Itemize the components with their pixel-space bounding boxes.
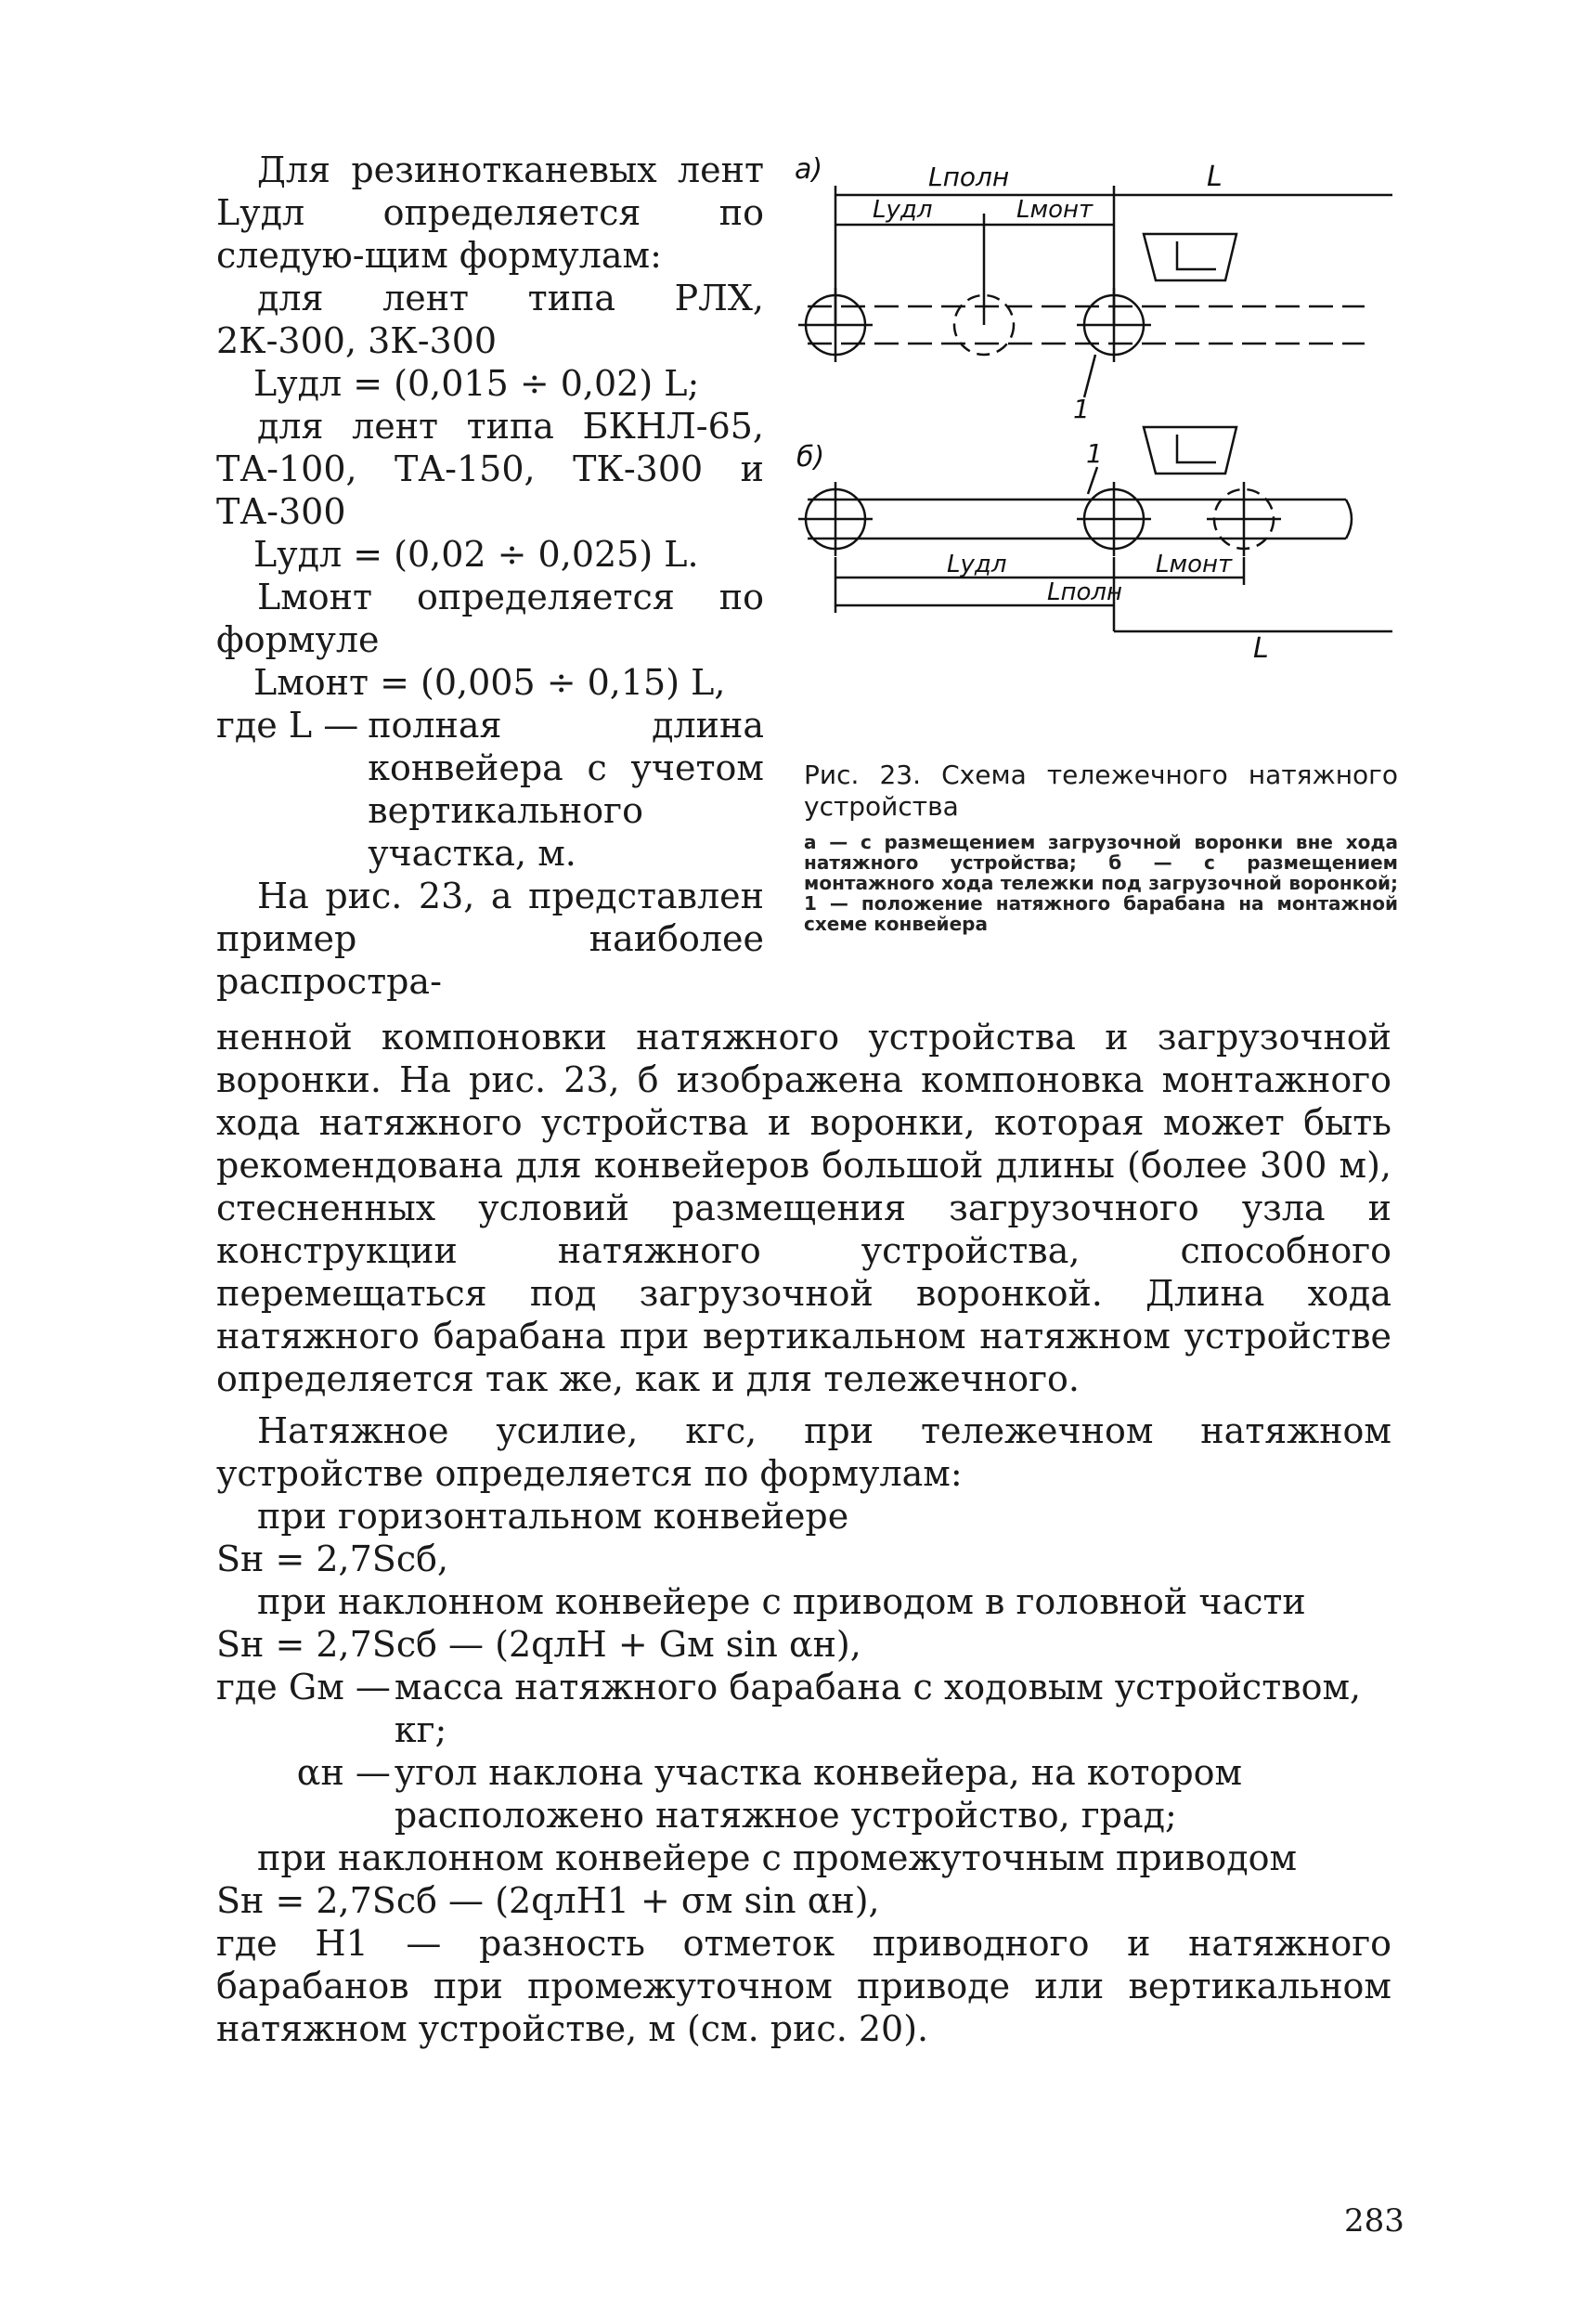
page-number: 283 [1344, 2202, 1404, 2240]
label-l-udl-b: Lудл [947, 551, 1007, 578]
equation-1: Sн = 2,7Sсб, [216, 1539, 449, 1579]
where-l-text: полная длина конвейера с учетом вертикального участка, м. [368, 705, 764, 874]
def-gm-text: масса натяжного барабана с ходовым устройством, кг; [394, 1667, 1362, 1750]
horizontal-conveyor-label: при горизонтальном конвейере [257, 1496, 849, 1537]
label-l-udl-a: Lудл [873, 196, 933, 224]
paragraph-start: На рис. 23, а представлен пример наиболее распростра- [216, 876, 764, 1002]
label-1-a: 1 [1073, 394, 1090, 424]
equation-3: Sн = 2,7Sсб — (2qлH1 + σм sin αн), [216, 1880, 880, 1921]
def-alpha-text: угол наклона участка конвейера, на котором расположено натяжное устройство, град; [394, 1752, 1243, 1836]
formula-l-udl-1: Lудл = (0,015 ÷ 0,02) L; [253, 363, 700, 404]
paragraph-continuation: ненной компоновки натяжного устройства и загрузочной воронки. На рис. 23, б изображена компоновка монтажного хода натяжного устройства и воронки, которая может быть рекомендована для конвейеров большой длины (более 300 м), стесненных условий размещения загрузочного узла и конструкции натяжного устройства, способного перемещаться под загрузочной воронкой. Длина хода натяжного барабана при вертикальном натяжном устройстве определяется так же, как и для тележечного. [216, 1017, 1391, 1399]
label-a: а) [795, 153, 823, 186]
caption-description: а — с размещением загрузочной воронки вне хода натяжного устройства; б — с размещением монтажного хода тележки под загрузочной воронкой; 1 — положение натяжного барабана на монтажной схеме конвейера [804, 831, 1398, 935]
label-l-poln-a: Lполн [928, 162, 1010, 192]
figure-caption [804, 760, 1398, 934]
full-width-column [216, 1016, 1391, 2050]
belt-type-1-label: для лент типа РЛХ, 2К-300, 3К-300 [216, 278, 764, 361]
where-l-definition [216, 704, 764, 875]
belt-type-2-label: для лент типа БКНЛ-65, ТА-100, ТА-150, ТК-300 и ТА-300 [216, 406, 764, 532]
def-alpha-term: αн — [296, 1752, 391, 1793]
left-column [216, 149, 764, 1003]
where-l-term: где L — [216, 705, 359, 746]
formula-l-udl-2: Lудл = (0,02 ÷ 0,025) L. [253, 534, 699, 575]
inclined-head-drive-label: при наклонном конвейере с приводом в головной части [257, 1581, 1306, 1622]
l-mont-intro: Lмонт определяется по формуле [216, 577, 764, 660]
where-h1-definition: где H1 — разность отметок приводного и натяжного барабанов при промежуточном приводе или вертикальном натяжном устройстве, м (см. рис. 20). [216, 1923, 1391, 2049]
label-l-b: L [1253, 632, 1269, 665]
label-l-poln-b: Lполн [1047, 578, 1123, 606]
figure-23-diagram [789, 149, 1402, 761]
tension-intro: Натяжное усилие, кгс, при тележечном натяжном устройстве определяется по формулам: [216, 1410, 1391, 1494]
formula-l-mont: Lмонт = (0,005 ÷ 0,15) L, [253, 662, 726, 703]
equation-2-definitions [216, 1666, 1391, 1837]
label-1-b: 1 [1086, 438, 1103, 469]
inclined-mid-drive-label: при наклонном конвейере с промежуточным приводом [257, 1837, 1298, 1878]
def-gm-term: где Gм — [216, 1667, 391, 1707]
label-l-a: L [1207, 161, 1223, 193]
label-l-mont-b: Lмонт [1156, 551, 1233, 578]
label-b: б) [796, 441, 825, 474]
equation-2: Sн = 2,7Sсб — (2qлH + Gм sin αн), [216, 1624, 861, 1665]
label-l-mont-a: Lмонт [1016, 196, 1094, 224]
intro-paragraph: Для резинотканевых лент Lудл определяется по следую-щим формулам: [216, 149, 764, 276]
caption-title: Рис. 23. Схема тележечного натяжного устройства [804, 760, 1398, 822]
